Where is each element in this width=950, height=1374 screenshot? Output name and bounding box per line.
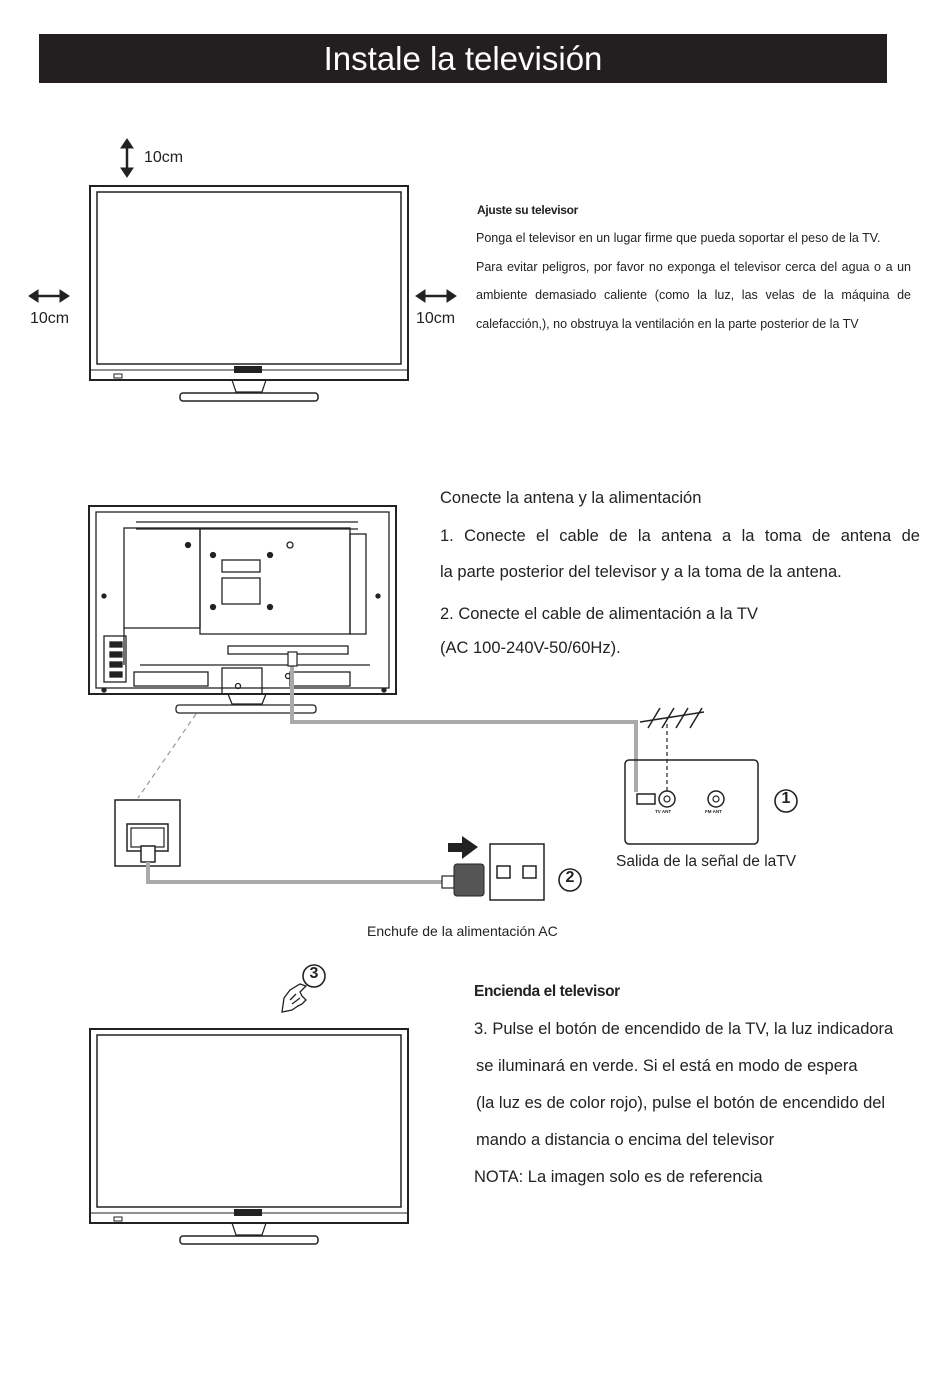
section2-step2-line1: 2. Conecte el cable de alimentación a la TV bbox=[440, 605, 758, 623]
signal-output-label: Salida de la señal de laTV bbox=[616, 853, 797, 870]
clearance-top-label: 10cm bbox=[144, 149, 184, 166]
section3-heading: Encienda el televisor bbox=[474, 983, 620, 1000]
tv-ant-port-label: TV ANT bbox=[655, 809, 672, 814]
clearance-right-label: 10cm bbox=[416, 310, 456, 327]
section3-note: NOTA: La imagen solo es de referencia bbox=[474, 1168, 763, 1186]
section2-step1-line2: la parte posterior del televisor y a la toma de la antena. bbox=[440, 563, 842, 581]
page-title: Instale la televisión bbox=[39, 34, 887, 83]
section1-para1: Ponga el televisor en un lugar firme que pueda soportar el peso de la TV. bbox=[476, 231, 881, 245]
hand-pointer-icon bbox=[282, 984, 306, 1012]
section3-text bbox=[474, 982, 944, 1187]
ac-power-label: Enchufe de la alimentación AC bbox=[367, 923, 558, 939]
marker-2-label: 2 bbox=[565, 869, 575, 886]
marker-1-label: 1 bbox=[781, 790, 791, 807]
clearance-left-label: 10cm bbox=[30, 310, 70, 327]
fm-ant-port-label: FM ANT bbox=[705, 809, 722, 814]
section2-step2-line2: (AC 100-240V-50/60Hz). bbox=[440, 639, 621, 657]
section3-line1: 3. Pulse el botón de encendido de la TV, la luz indicadora bbox=[474, 1020, 894, 1038]
section3-line4: mando a distancia o encima del televisor bbox=[476, 1131, 775, 1149]
section1-heading: Ajuste su televisor bbox=[477, 203, 579, 217]
section1-para2: Para evitar peligros, por favor no exponga el televisor cerca del agua o a un ambiente demasiado caliente (como la luz, las velas de la máquina de calefacción,), no obstruya la ventilación en la parte posterior de la TV bbox=[476, 259, 911, 331]
marker-3-label: 3 bbox=[309, 965, 319, 982]
section2-step1-line1: 1. Conecte el cable de la antena a la toma de antena de bbox=[440, 527, 920, 545]
section2-heading: Conecte la antena y la alimentación bbox=[440, 489, 702, 507]
section3-line2: se iluminará en verde. Si el está en modo de espera bbox=[476, 1057, 858, 1075]
tv-front-2 bbox=[90, 1029, 408, 1244]
section3-line3: (la luz es de color rojo), pulse el botón de encendido del bbox=[476, 1094, 886, 1112]
